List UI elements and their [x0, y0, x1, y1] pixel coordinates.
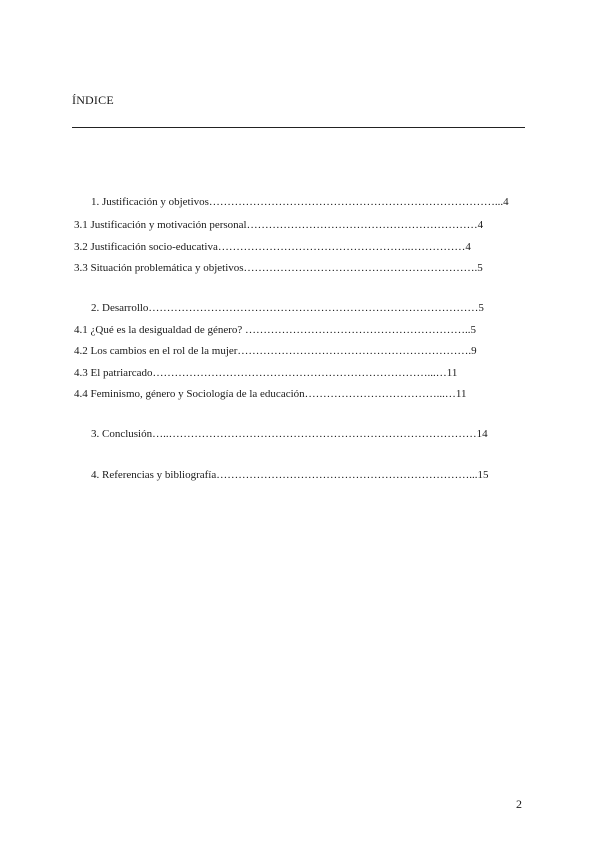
page-number: 2	[516, 797, 522, 811]
toc-entry-2[interactable]: 2. Desarrollo………………………………………………………………………………5	[91, 302, 484, 314]
toc-entry-1[interactable]: 1. Justificación y objetivos……………………………………………………………………...4	[91, 196, 509, 208]
toc-entry-4-2[interactable]: 4.2 Los cambios en el rol de la mujer……………………………………………………….9	[74, 345, 477, 357]
toc-entry-3-3[interactable]: 3.3 Situación problemática y objetivos……………………………………………………….5	[74, 262, 483, 274]
toc-entry-3-1[interactable]: 3.1 Justificación y motivación personal………………………………………………………4	[74, 219, 484, 231]
toc-entry-4-1[interactable]: 4.1 ¿Qué es la desigualdad de género? ……………………………………………………..5	[74, 324, 477, 336]
title-underline	[72, 127, 525, 128]
toc-entry-4-4[interactable]: 4.4 Feminismo, género y Sociología de la educación………………………………...…11	[74, 388, 467, 400]
toc-entry-4-3[interactable]: 4.3 El patriarcado…………………………………………………………………...…11	[74, 367, 458, 379]
toc-entry-3[interactable]: 3. Conclusión…..…………………………………………………………………………14	[91, 428, 488, 440]
toc-entry-3-2[interactable]: 3.2 Justificación socio-educativa……………………………………………..……………4	[74, 241, 471, 253]
index-title: ÍNDICE	[72, 93, 114, 107]
toc-entry-4[interactable]: 4. Referencias y bibliografía……………………………………………………………...15	[91, 469, 489, 481]
